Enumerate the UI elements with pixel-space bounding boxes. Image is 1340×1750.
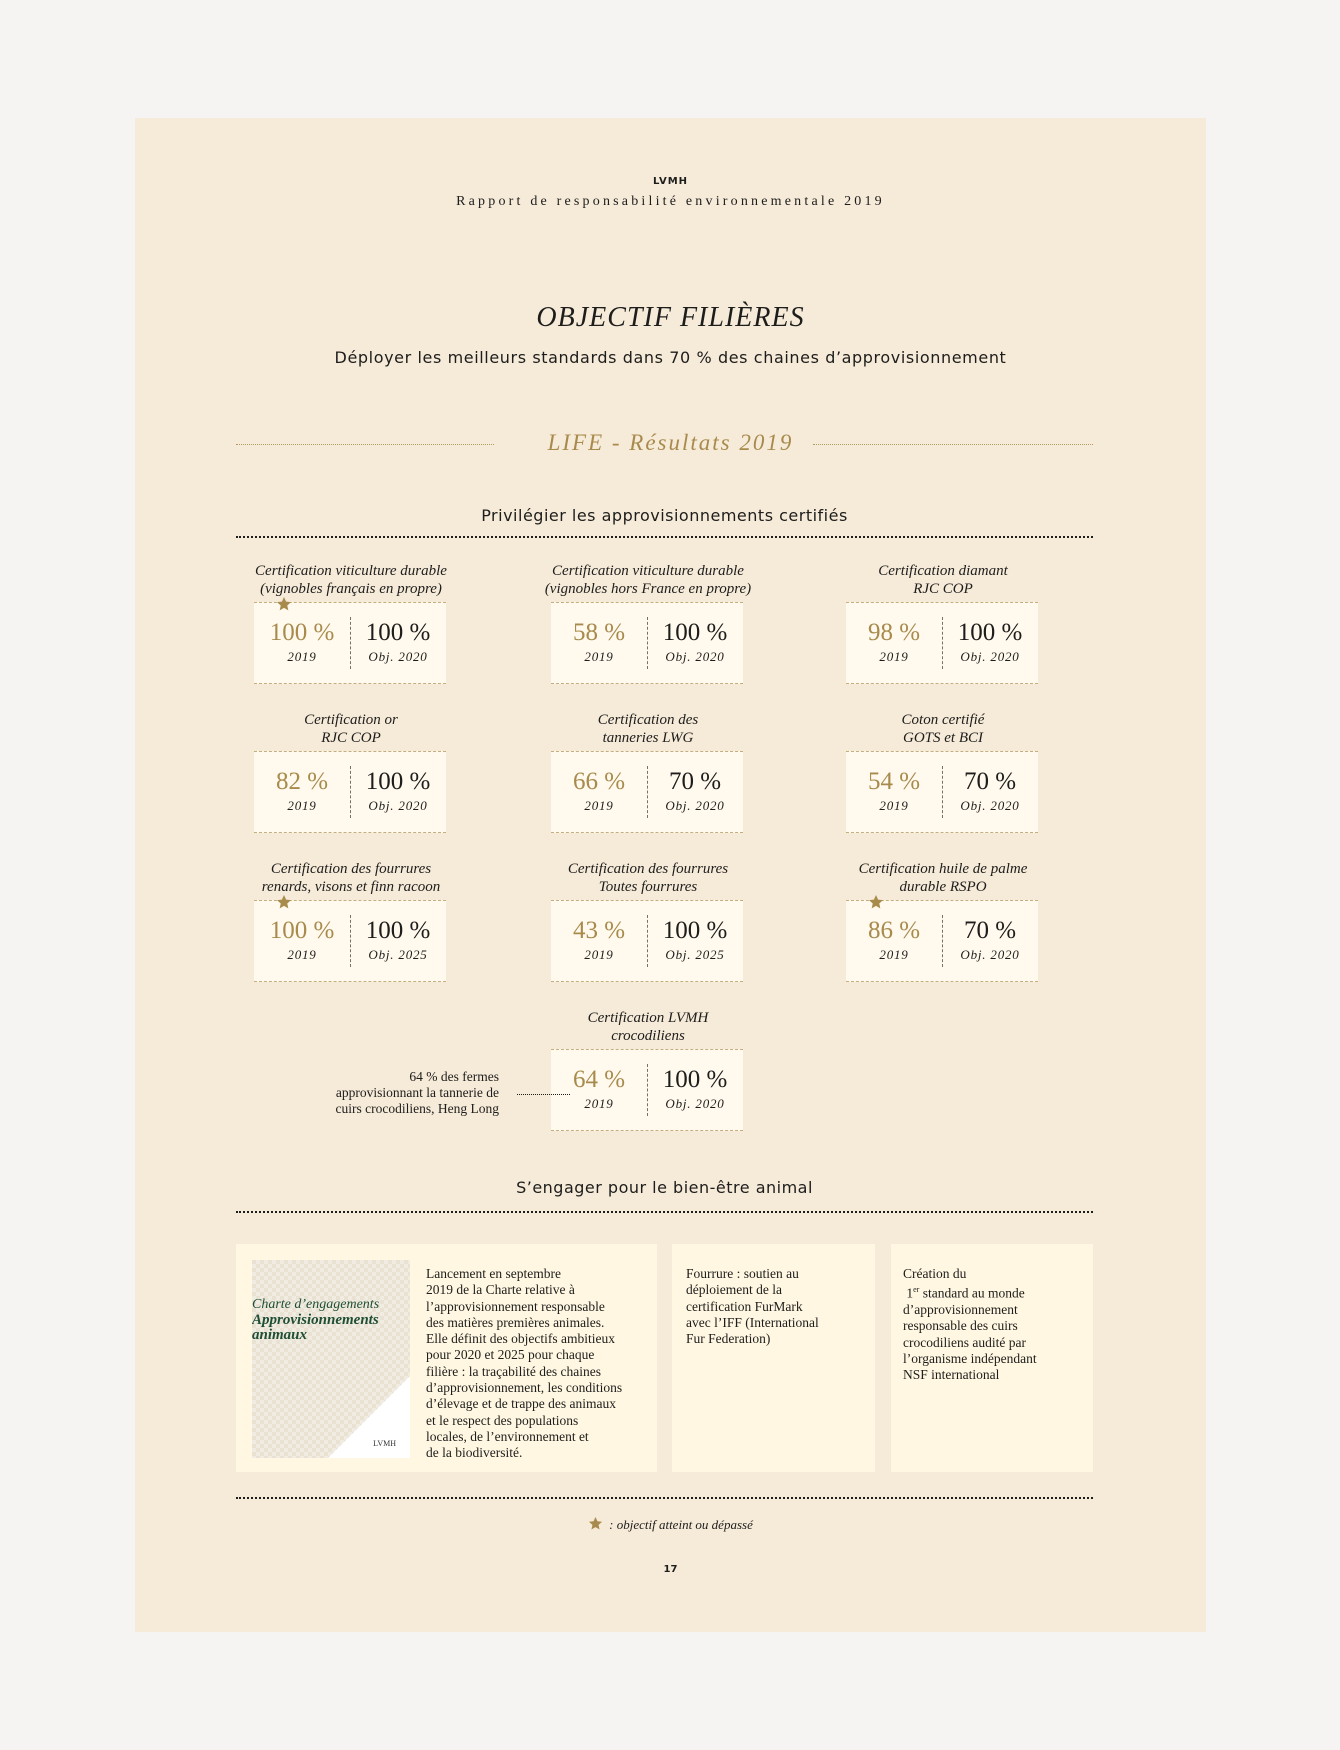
cert-target-label: Obj. 2025 (368, 947, 428, 962)
star-icon (276, 894, 292, 910)
cert-target: 100 % (365, 768, 431, 795)
objective-lead: Déployer les meilleurs standards dans 70 % des chaines d’approvisionnement (334, 348, 1007, 367)
cert-year: 2019 (584, 649, 614, 664)
cert-year: 2019 (879, 798, 909, 813)
cert-card (846, 751, 1038, 833)
bottom-rule (236, 1497, 1093, 1499)
cert-card (846, 602, 1038, 684)
cert-cell (236, 562, 466, 664)
cert-target: 100 % (662, 917, 728, 944)
charter-text: Lancement en septembre 2019 de la Charte relative à l’approvisionnement responsable des matières premières animales. Elle définit des objectifs ambitieux pour 2020 et 2025 pour chaque filière : la traçabilité des chaines d’approvisionnement, les conditions d’élevage et de trappe des animaux et le respect des populations locales, de l’environnement et de la biodiversité. (426, 1266, 623, 1461)
charter-box (236, 1244, 657, 1472)
cert-value: 64 % (572, 1066, 626, 1093)
cert-target-label: Obj. 2025 (665, 947, 725, 962)
cert-cell (828, 711, 1058, 813)
cert-target: 100 % (365, 917, 431, 944)
cert-year: 2019 (879, 947, 909, 962)
fur-text: Fourrure : soutien au déploiement de la certification FurMark avec l’IFF (International Fur Federation) (686, 1266, 819, 1347)
cert-target-label: Obj. 2020 (960, 947, 1020, 962)
cert-target: 100 % (662, 619, 728, 646)
cert-title: Certification diamant RJC COP (878, 563, 1008, 597)
cert-year: 2019 (584, 947, 614, 962)
cert-title: Certification viticulture durable (vignobles hors France en propre) (544, 563, 752, 597)
charter-booklet-image (252, 1260, 410, 1458)
cert-card (551, 900, 743, 982)
cert-target-label: Obj. 2020 (960, 649, 1020, 664)
certified-section-title: Privilégier les approvisionnements certifiés (481, 506, 848, 525)
cert-value: 82 % (275, 768, 329, 795)
cert-title: Certification des fourrures Toutes fourrures (567, 861, 729, 895)
cert-value: 86 % (867, 917, 921, 944)
cert-card (254, 751, 446, 833)
cert-card (254, 900, 446, 982)
fur-box (672, 1244, 875, 1472)
crocodile-standard-text: Création du 1er standard au monde d’approvisionnement responsable des cuirs crocodiliens audité par l’organisme indépendant NSF international (903, 1266, 1037, 1383)
cert-cell (236, 711, 466, 813)
booklet-brand: LVMH (373, 1439, 396, 1448)
page-title: OBJECTIF FILIÈRES (536, 302, 805, 333)
cert-value: 98 % (867, 619, 921, 646)
cert-card (551, 602, 743, 684)
cert-target-label: Obj. 2020 (665, 1096, 725, 1111)
cert-value: 43 % (572, 917, 626, 944)
crocodile-note-connector (517, 1094, 570, 1095)
cert-year: 2019 (287, 649, 317, 664)
brand-name: LVMH (652, 176, 689, 187)
cert-cell (533, 860, 763, 962)
cert-cell (828, 562, 1058, 664)
cert-year: 2019 (584, 798, 614, 813)
crocodile-standard-box (891, 1244, 1093, 1472)
booklet-title: Approvisionnements animaux (252, 1312, 379, 1343)
cert-value: 100 % (269, 619, 335, 646)
cert-target: 70 % (668, 768, 722, 795)
cert-cell (236, 860, 466, 962)
cert-target: 70 % (963, 768, 1017, 795)
life-results-title: LIFE - Résultats 2019 (547, 430, 794, 455)
cert-year: 2019 (879, 649, 909, 664)
cert-title: Certification des fourrures renards, visons et finn racoon (261, 861, 441, 895)
cert-value: 54 % (867, 768, 921, 795)
legend (135, 1516, 1206, 1533)
cert-target: 100 % (957, 619, 1023, 646)
cert-cell (533, 711, 763, 813)
star-icon (276, 596, 292, 612)
cert-target-label: Obj. 2020 (960, 798, 1020, 813)
cert-title: Certification LVMH crocodiliens (587, 1010, 709, 1044)
booklet-line1: Charte d’engagements (252, 1297, 380, 1312)
cert-card (846, 900, 1038, 982)
certified-section-rule (236, 536, 1093, 538)
star-icon (868, 894, 884, 910)
cert-title: Certification des tanneries LWG (597, 712, 699, 746)
cert-year: 2019 (584, 1096, 614, 1111)
cert-target: 100 % (365, 619, 431, 646)
cert-value: 100 % (269, 917, 335, 944)
cert-cell (828, 860, 1058, 962)
cert-title: Coton certifié GOTS et BCI (901, 712, 985, 746)
cert-target-label: Obj. 2020 (665, 649, 725, 664)
cert-title: Certification viticulture durable (vignobles français en propre) (255, 563, 447, 597)
report-page (135, 118, 1206, 1632)
cert-year: 2019 (287, 947, 317, 962)
animal-section-rule (236, 1211, 1093, 1213)
page-number: 17 (663, 1564, 678, 1575)
crocodile-note: 64 % des fermes approvisionnant la tannerie de cuirs crocodiliens, Heng Long (335, 1069, 499, 1116)
star-icon (588, 1516, 603, 1531)
cert-card (551, 1049, 743, 1131)
cert-value: 58 % (572, 619, 626, 646)
cert-title: Certification huile de palme durable RSPO (858, 861, 1028, 895)
legend-text: : objectif atteint ou dépassé (609, 1517, 753, 1532)
cert-card (254, 602, 446, 684)
cert-target: 70 % (963, 917, 1017, 944)
cert-title: Certification or RJC COP (304, 712, 398, 746)
cert-target: 100 % (662, 1066, 728, 1093)
cert-cell (533, 562, 763, 664)
cert-card (551, 751, 743, 833)
cert-target-label: Obj. 2020 (665, 798, 725, 813)
cert-target-label: Obj. 2020 (368, 798, 428, 813)
cert-cell (533, 1009, 763, 1111)
cert-year: 2019 (287, 798, 317, 813)
cert-target-label: Obj. 2020 (368, 649, 428, 664)
animal-section-title: S’engager pour le bien-être animal (516, 1178, 813, 1197)
cert-value: 66 % (572, 768, 626, 795)
report-subtitle: Rapport de responsabilité environnementale 2019 (456, 194, 885, 209)
